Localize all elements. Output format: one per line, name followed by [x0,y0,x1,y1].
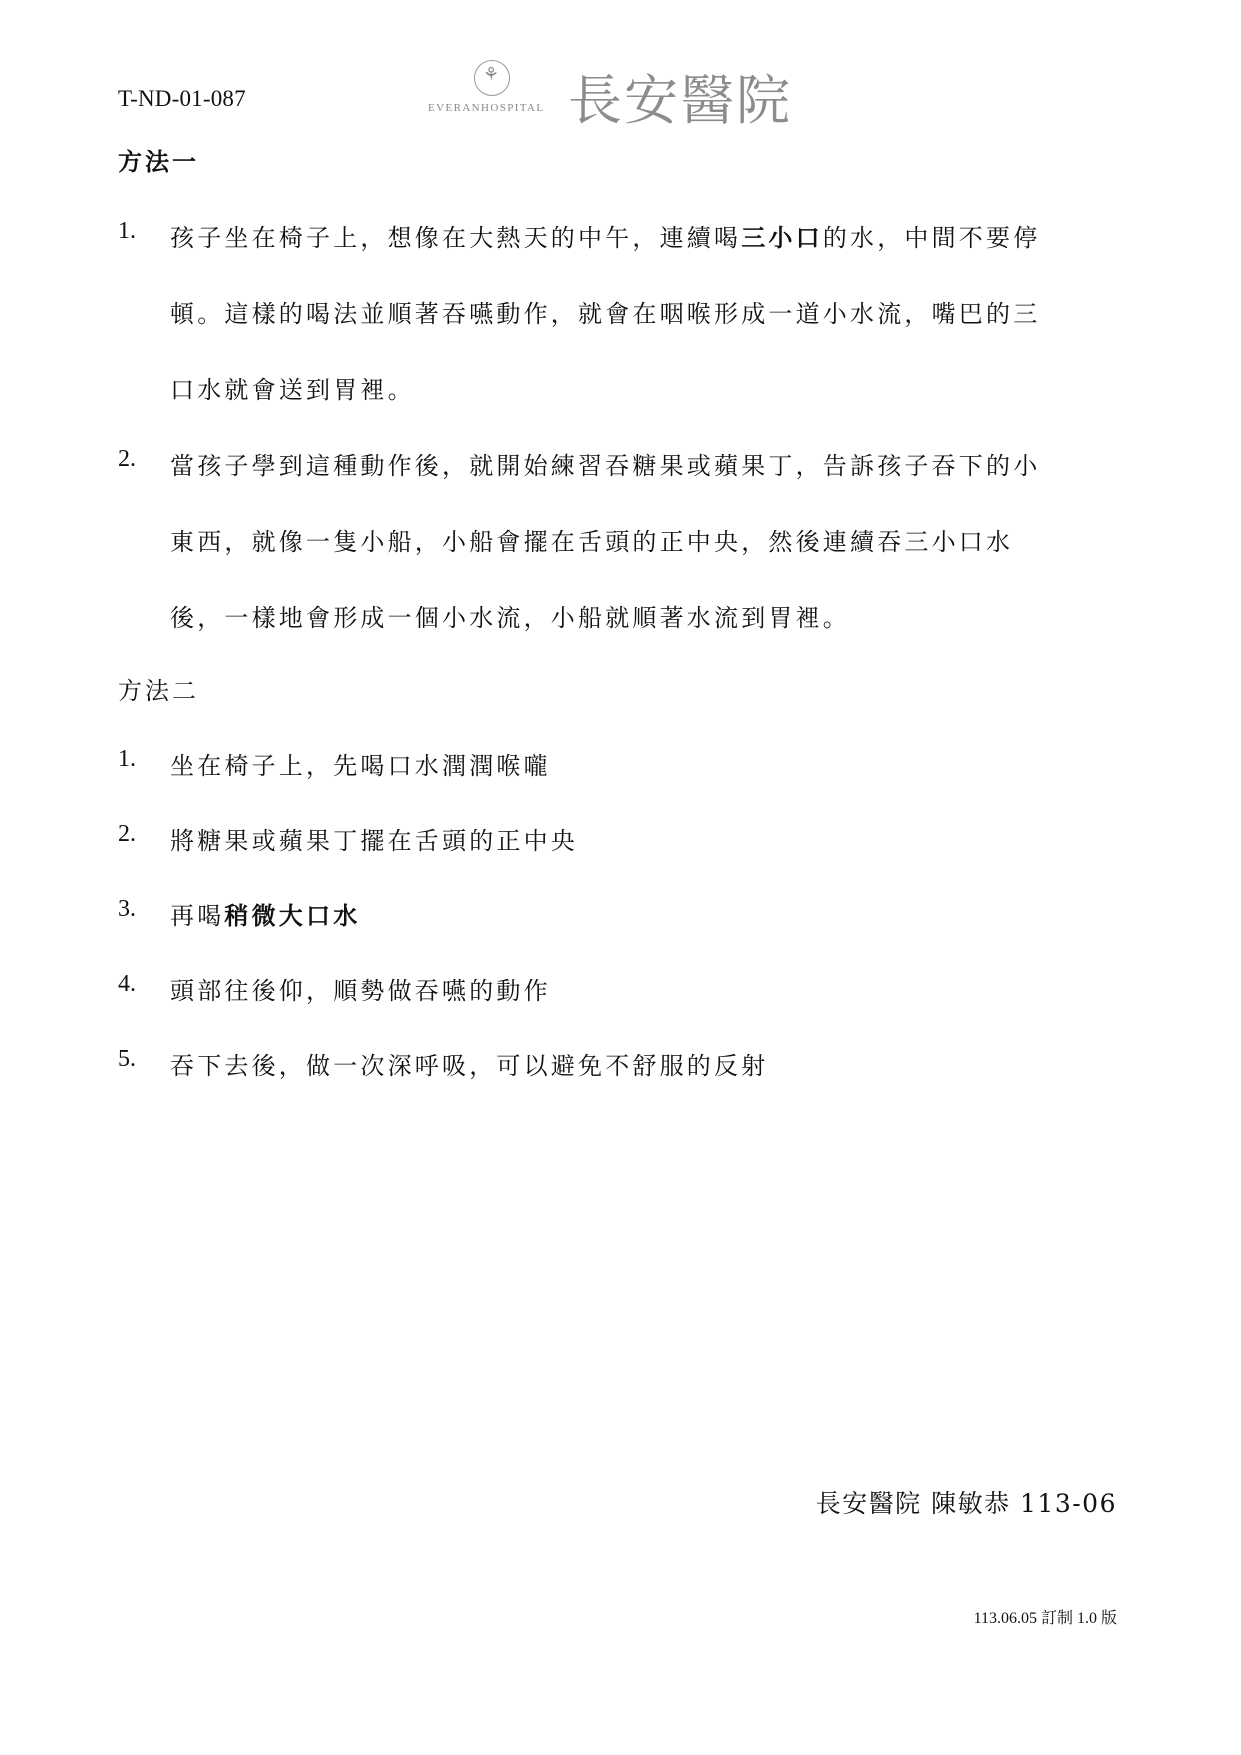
method2-item-5-number: 5. [118,1046,136,1072]
method2-item-5: 吞下去後，做一次深呼吸，可以避免不舒服的反射 [170,1052,769,1080]
author-signature: 長安醫院 陳敏恭 113-06 [815,1489,1117,1518]
document-code: T-ND-01-087 [118,86,246,111]
method1-title: 方法一 [118,147,199,176]
method2-item-1-number: 1. [118,746,136,772]
method1-item-2-line-1: 當孩子學到這種動作後，就開始練習吞糖果或蘋果丁，告訴孩子吞下的小 [170,452,1041,480]
method1-item-1-line-2: 頓。這樣的喝法並順著吞嚥動作，就會在咽喉形成一道小水流，嘴巴的三 [170,300,1041,328]
logo-chinese-name: 長安醫院 [568,69,792,132]
method1-item-1-number: 1. [118,218,136,244]
method1-item-1-line-3: 口水就會送到胃裡。 [170,376,415,404]
method1-item-2-number: 2. [118,446,136,472]
method2-item-3: 再喝稍微大口水 [170,901,361,930]
emphasis-larger-sip: 稍微大口水 [224,901,361,930]
method2-title: 方法二 [118,677,199,705]
emphasis-three-sips: 三小口 [741,223,823,252]
method1-item-2-line-3: 後，一樣地會形成一個小水流，小船就順著水流到胃裡。 [170,604,850,632]
logo-english-name: EVERANHOSPITAL [428,102,545,114]
method2-item-4: 頭部往後仰，順勢做吞嚥的動作 [170,977,551,1005]
method1-item-2-line-2: 東西，就像一隻小船，小船會擺在舌頭的正中央，然後連續吞三小口水 [170,528,1014,556]
method2-item-4-number: 4. [118,971,136,997]
hospital-emblem-icon [474,60,510,96]
method2-item-2: 將糖果或蘋果丁擺在舌頭的正中央 [170,827,578,855]
method2-item-2-number: 2. [118,821,136,847]
hospital-logo [428,56,848,132]
method1-item-1-line-1: 孩子坐在椅子上，想像在大熱天的中午，連續喝三小口的水，中間不要停 [170,223,1041,252]
method2-item-1: 坐在椅子上，先喝口水潤潤喉嚨 [170,752,551,780]
method2-item-3-number: 3. [118,896,136,922]
version-note: 113.06.05 訂制 1.0 版 [973,1610,1117,1627]
